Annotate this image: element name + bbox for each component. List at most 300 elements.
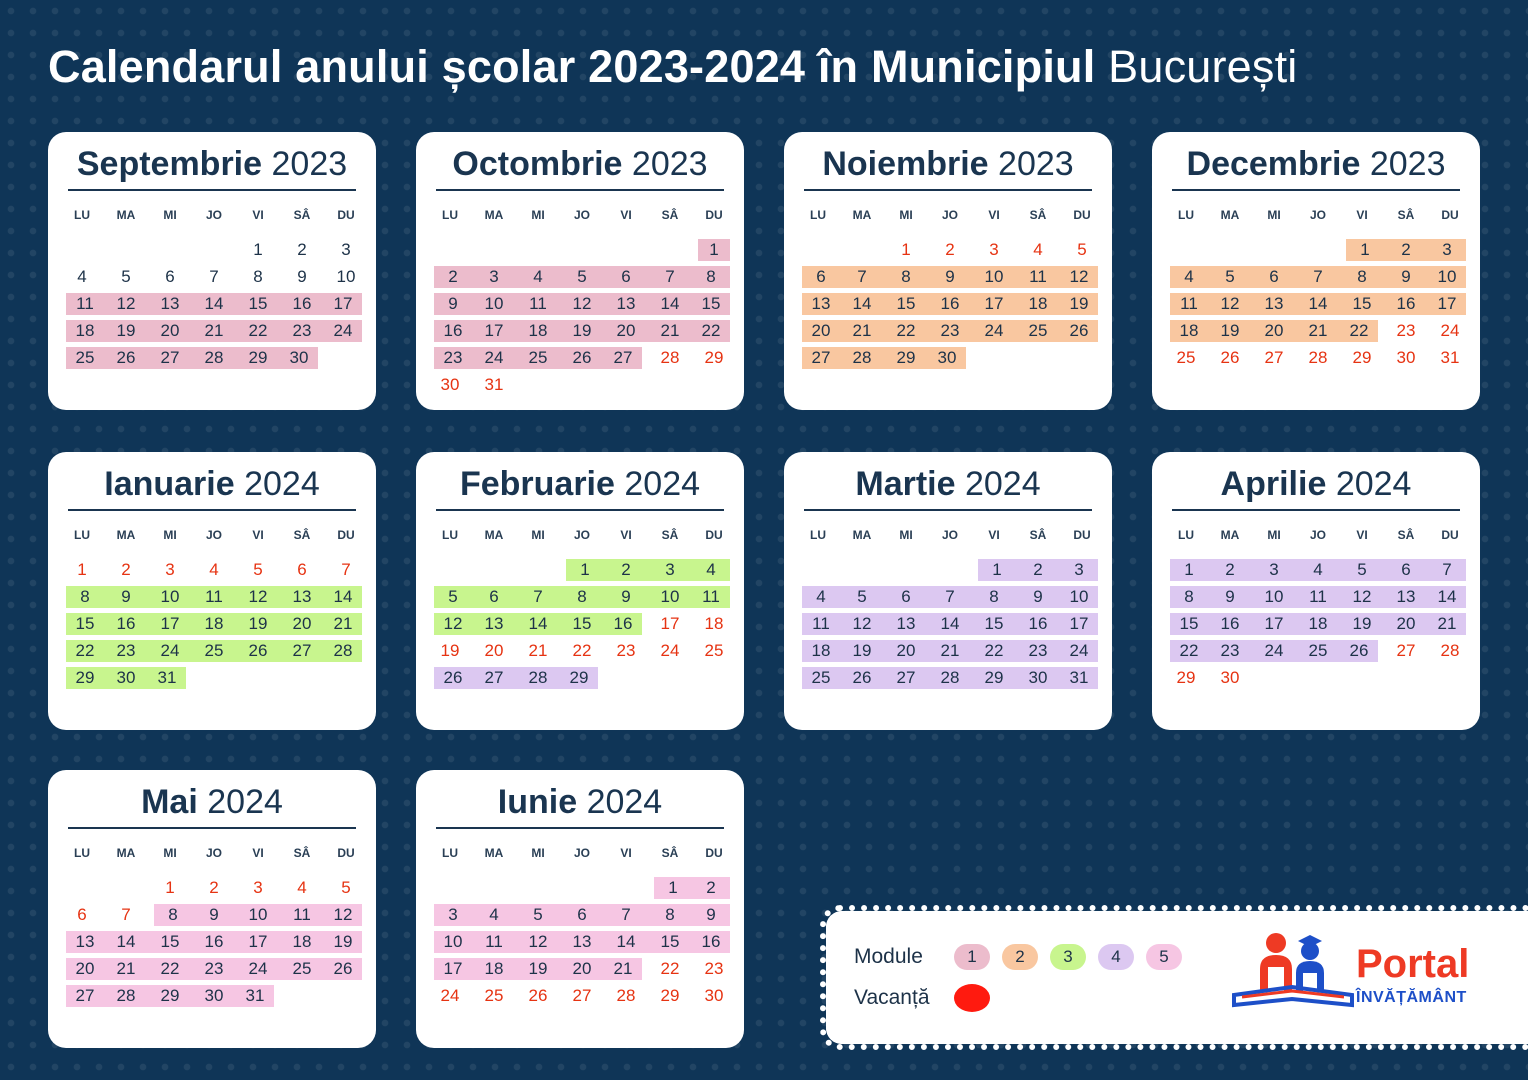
- school-day: 13: [148, 293, 192, 315]
- legend-module-1: 1: [954, 944, 990, 970]
- month-title: [62, 776, 362, 828]
- weekday-label: VI: [1356, 208, 1368, 222]
- school-day: 8: [648, 904, 692, 926]
- school-day: 9: [604, 586, 648, 608]
- vacation-day: 5: [1077, 240, 1087, 259]
- school-day: 13: [280, 586, 324, 608]
- weekday-label: MA: [1220, 528, 1240, 542]
- weekday-label: JO: [205, 208, 222, 222]
- month-name: Noiembrie: [822, 145, 989, 183]
- school-day: 2: [434, 266, 472, 288]
- month-title-divider: [68, 827, 356, 829]
- school-day: 4: [1296, 559, 1340, 581]
- school-day: 31: [236, 985, 274, 1007]
- school-day: 8: [66, 586, 104, 608]
- month-title: [62, 458, 362, 510]
- school-day: 12: [434, 613, 472, 635]
- month-year: 2024: [624, 465, 701, 503]
- school-day: 23: [1208, 640, 1252, 662]
- school-day: 18: [1016, 293, 1060, 315]
- school-day: 20: [280, 613, 324, 635]
- page-title-main: Calendarul anului școlar 2023-2024 în Municipiul: [48, 41, 1096, 92]
- weekday-label: DU: [1441, 208, 1459, 222]
- school-day: 10: [1060, 586, 1098, 608]
- school-day: 12: [1340, 586, 1384, 608]
- school-day: 13: [802, 293, 840, 315]
- vacation-day: 29: [704, 348, 724, 367]
- weekday-label: JO: [941, 528, 958, 542]
- school-day: 24: [972, 320, 1016, 342]
- month-title-divider: [436, 189, 724, 191]
- month-year: 2024: [207, 783, 283, 821]
- school-day: 20: [560, 958, 604, 980]
- school-day: 9: [1208, 586, 1252, 608]
- school-day: 24: [236, 958, 280, 980]
- vacation-day: 6: [77, 905, 87, 924]
- vacation-day: 30: [1220, 668, 1240, 687]
- month-card-februarie: [416, 452, 744, 730]
- school-day: 19: [324, 931, 362, 953]
- school-day: 30: [104, 667, 148, 689]
- school-day: 6: [1384, 559, 1428, 581]
- school-day: 15: [1170, 613, 1208, 635]
- school-day: 16: [1016, 613, 1060, 635]
- vacation-day: 22: [660, 959, 680, 978]
- vacation-day: 2: [945, 240, 955, 259]
- vacation-day: 24: [660, 641, 680, 660]
- school-day: 20: [884, 640, 928, 662]
- school-day: 1: [1170, 559, 1208, 581]
- weekday-label: MA: [852, 528, 872, 542]
- school-day: 9: [692, 904, 730, 926]
- vacation-day: 25: [704, 641, 724, 660]
- vacation-day: 7: [121, 905, 131, 924]
- month-card-aprilie: [1152, 452, 1480, 730]
- vacation-day: 25: [1176, 348, 1196, 367]
- school-day: 22: [148, 958, 192, 980]
- weekday-label: MA: [484, 208, 504, 222]
- weekday-label: JO: [573, 528, 590, 542]
- school-day: 4: [802, 586, 840, 608]
- school-day: 9: [192, 904, 236, 926]
- school-day: 3: [648, 559, 692, 581]
- school-day: 25: [516, 347, 560, 369]
- school-day: 26: [236, 640, 280, 662]
- school-day: 6: [604, 266, 648, 288]
- school-day: 14: [324, 586, 362, 608]
- month-year: 2024: [1335, 465, 1412, 503]
- school-day: 15: [560, 613, 604, 635]
- school-day: 1: [566, 559, 604, 581]
- month-title: [798, 458, 1098, 510]
- school-day: 16: [1208, 613, 1252, 635]
- school-day: 11: [472, 931, 516, 953]
- weekday-label: VI: [988, 208, 1000, 222]
- school-day: 18: [280, 931, 324, 953]
- school-day: 20: [1384, 613, 1428, 635]
- school-day: 5: [516, 904, 560, 926]
- month-title-divider: [1172, 189, 1460, 191]
- school-day: 4: [472, 904, 516, 926]
- school-day: 13: [1384, 586, 1428, 608]
- month-title: [430, 458, 730, 510]
- school-day: 7: [604, 904, 648, 926]
- school-day: 26: [1340, 640, 1378, 662]
- month-title: [62, 138, 362, 190]
- month-name: Aprilie: [1220, 465, 1327, 503]
- school-day: 17: [972, 293, 1016, 315]
- month-title-divider: [68, 509, 356, 511]
- month-card-octombrie: [416, 132, 744, 410]
- school-day: 26: [1060, 320, 1098, 342]
- vacation-day: 1: [901, 240, 911, 259]
- month-name: Mai: [141, 783, 198, 821]
- weekday-label: MI: [1267, 208, 1281, 222]
- calendar-day: 1: [253, 240, 263, 259]
- weekday-label: JO: [205, 846, 222, 860]
- legend-module-4: 4: [1098, 944, 1134, 970]
- weekday-label: SÂ: [293, 208, 311, 222]
- school-day: 30: [928, 347, 966, 369]
- month-title-divider: [436, 509, 724, 511]
- school-day: 21: [104, 958, 148, 980]
- vacation-day: 18: [704, 614, 724, 633]
- school-day: 23: [192, 958, 236, 980]
- weekday-label: LU: [1178, 208, 1194, 222]
- month-card-decembrie: [1152, 132, 1480, 410]
- vacation-day: 3: [165, 560, 175, 579]
- school-day: 10: [648, 586, 692, 608]
- school-day: 19: [104, 320, 148, 342]
- weekday-label: JO: [573, 208, 590, 222]
- school-day: 21: [648, 320, 692, 342]
- school-day: 22: [1340, 320, 1378, 342]
- vacation-day: 23: [616, 641, 636, 660]
- weekday-label: SÂ: [1397, 208, 1415, 222]
- school-day: 30: [192, 985, 236, 1007]
- weekday-label: JO: [1309, 208, 1326, 222]
- school-day: 29: [972, 667, 1016, 689]
- vacation-day: 5: [341, 878, 351, 897]
- page-title: [48, 38, 1298, 96]
- school-day: 22: [236, 320, 280, 342]
- weekday-label: VI: [620, 528, 632, 542]
- school-day: 25: [66, 347, 104, 369]
- month-title-divider: [804, 189, 1092, 191]
- vacation-day: 30: [704, 986, 724, 1005]
- weekday-label: MA: [116, 846, 136, 860]
- school-day: 22: [884, 320, 928, 342]
- school-day: 10: [236, 904, 280, 926]
- weekday-label: LU: [810, 208, 826, 222]
- school-day: 28: [840, 347, 884, 369]
- school-day: 31: [1060, 667, 1098, 689]
- weekday-label: JO: [1309, 528, 1326, 542]
- weekday-label: SÂ: [293, 846, 311, 860]
- school-day: 16: [1384, 293, 1428, 315]
- school-day: 12: [1060, 266, 1098, 288]
- school-day: 5: [434, 586, 472, 608]
- weekday-label: LU: [442, 846, 458, 860]
- weekday-label: VI: [252, 208, 264, 222]
- school-day: 6: [884, 586, 928, 608]
- vacation-day: 27: [1264, 348, 1284, 367]
- school-day: 22: [1170, 640, 1208, 662]
- school-day: 6: [802, 266, 840, 288]
- school-day: 19: [1060, 293, 1098, 315]
- school-day: 9: [434, 293, 472, 315]
- month-title: [1166, 458, 1466, 510]
- school-day: 3: [1428, 239, 1466, 261]
- school-day: 4: [516, 266, 560, 288]
- vacation-day: 24: [1440, 321, 1460, 340]
- legend-module-2: 2: [1002, 944, 1038, 970]
- weekday-label: MA: [1220, 208, 1240, 222]
- school-day: 11: [1296, 586, 1340, 608]
- school-day: 3: [1060, 559, 1098, 581]
- vacation-day: 23: [704, 959, 724, 978]
- school-day: 9: [928, 266, 972, 288]
- page-title-city: București: [1108, 41, 1298, 92]
- school-day: 21: [1428, 613, 1466, 635]
- school-day: 13: [604, 293, 648, 315]
- school-day: 14: [928, 613, 972, 635]
- school-day: 14: [192, 293, 236, 315]
- legend-module-3: 3: [1050, 944, 1086, 970]
- weekday-label: MI: [163, 208, 177, 222]
- school-day: 5: [840, 586, 884, 608]
- school-day: 15: [236, 293, 280, 315]
- school-day: 21: [928, 640, 972, 662]
- school-day: 5: [1208, 266, 1252, 288]
- school-day: 27: [884, 667, 928, 689]
- school-day: 30: [280, 347, 318, 369]
- vacation-day: 2: [121, 560, 131, 579]
- weekday-label: MA: [484, 528, 504, 542]
- weekday-label: VI: [252, 846, 264, 860]
- weekday-label: MI: [899, 208, 913, 222]
- school-day: 20: [1252, 320, 1296, 342]
- school-day: 11: [1016, 266, 1060, 288]
- month-title: [1166, 138, 1466, 190]
- school-day: 17: [434, 958, 472, 980]
- school-day: 11: [66, 293, 104, 315]
- vacation-day: 29: [1176, 668, 1196, 687]
- weekday-label: VI: [620, 208, 632, 222]
- weekday-label: MA: [484, 846, 504, 860]
- school-day: 25: [280, 958, 324, 980]
- school-day: 5: [1340, 559, 1384, 581]
- school-day: 29: [66, 667, 104, 689]
- school-day: 15: [692, 293, 730, 315]
- school-day: 7: [928, 586, 972, 608]
- school-day: 17: [472, 320, 516, 342]
- weekday-label: MI: [531, 846, 545, 860]
- school-day: 4: [692, 559, 730, 581]
- school-day: 14: [1428, 586, 1466, 608]
- school-day: 28: [928, 667, 972, 689]
- vacation-day: 17: [660, 614, 680, 633]
- school-day: 26: [324, 958, 362, 980]
- month-card-noiembrie: [784, 132, 1112, 410]
- school-day: 17: [236, 931, 280, 953]
- school-day: 18: [802, 640, 840, 662]
- vacation-day: 30: [440, 375, 460, 394]
- month-name: Ianuarie: [104, 465, 235, 503]
- school-day: 16: [192, 931, 236, 953]
- school-day: 28: [192, 347, 236, 369]
- school-day: 18: [66, 320, 104, 342]
- month-name: Septembrie: [76, 145, 263, 183]
- school-day: 2: [1384, 239, 1428, 261]
- weekday-label: LU: [810, 528, 826, 542]
- school-day: 15: [884, 293, 928, 315]
- school-day: 10: [148, 586, 192, 608]
- weekday-label: DU: [337, 528, 355, 542]
- month-card-ianuarie: [48, 452, 376, 730]
- weekday-label: SÂ: [661, 208, 679, 222]
- school-day: 16: [434, 320, 472, 342]
- school-day: 8: [884, 266, 928, 288]
- legend-vacation-dot: [954, 984, 990, 1012]
- calendar-day: 5: [121, 267, 131, 286]
- portal-logo-icon: [1232, 931, 1356, 1021]
- school-day: 8: [1340, 266, 1384, 288]
- calendar-day: 9: [297, 267, 307, 286]
- vacation-day: 24: [440, 986, 460, 1005]
- weekday-label: DU: [1441, 528, 1459, 542]
- month-card-iunie: [416, 770, 744, 1048]
- school-day: 16: [104, 613, 148, 635]
- school-day: 21: [1296, 320, 1340, 342]
- school-day: 27: [604, 347, 642, 369]
- school-day: 17: [148, 613, 192, 635]
- school-day: 8: [692, 266, 730, 288]
- school-day: 10: [1428, 266, 1466, 288]
- school-day: 3: [434, 904, 472, 926]
- school-day: 23: [928, 320, 972, 342]
- weekday-label: VI: [1356, 528, 1368, 542]
- school-day: 11: [692, 586, 730, 608]
- month-title: [430, 776, 730, 828]
- vacation-day: 31: [484, 375, 504, 394]
- school-day: 20: [604, 320, 648, 342]
- vacation-day: 28: [1440, 641, 1460, 660]
- vacation-day: 26: [1220, 348, 1240, 367]
- school-day: 14: [1296, 293, 1340, 315]
- school-day: 10: [972, 266, 1016, 288]
- weekday-label: DU: [705, 528, 723, 542]
- calendar-day: 7: [209, 267, 219, 286]
- school-day: 11: [1170, 293, 1208, 315]
- school-day: 6: [472, 586, 516, 608]
- month-name: Martie: [855, 465, 956, 503]
- school-day: 2: [604, 559, 648, 581]
- school-day: 26: [560, 347, 604, 369]
- school-day: 12: [324, 904, 362, 926]
- portal-logo-subtitle: ÎNVĂȚĂMÂNT: [1356, 989, 1467, 1006]
- school-day: 13: [66, 931, 104, 953]
- school-day: 24: [472, 347, 516, 369]
- calendar-day: 8: [253, 267, 263, 286]
- vacation-day: 25: [484, 986, 504, 1005]
- school-day: 9: [1384, 266, 1428, 288]
- weekday-label: DU: [1073, 208, 1091, 222]
- vacation-day: 29: [660, 986, 680, 1005]
- school-day: 25: [192, 640, 236, 662]
- weekday-label: DU: [1073, 528, 1091, 542]
- school-day: 9: [104, 586, 148, 608]
- school-day: 29: [560, 667, 598, 689]
- school-day: 28: [104, 985, 148, 1007]
- weekday-label: DU: [337, 846, 355, 860]
- month-year: 2024: [964, 465, 1041, 503]
- month-card-septembrie: [48, 132, 376, 410]
- vacation-day: 3: [253, 878, 263, 897]
- school-day: 24: [1252, 640, 1296, 662]
- month-name: Februarie: [459, 465, 615, 503]
- school-day: 14: [648, 293, 692, 315]
- vacation-day: 7: [341, 560, 351, 579]
- school-day: 18: [1170, 320, 1208, 342]
- school-day: 22: [692, 320, 730, 342]
- vacation-day: 29: [1352, 348, 1372, 367]
- school-day: 15: [648, 931, 692, 953]
- school-day: 8: [1170, 586, 1208, 608]
- school-day: 14: [604, 931, 648, 953]
- school-day: 1: [698, 239, 730, 261]
- school-day: 12: [840, 613, 884, 635]
- school-day: 4: [1170, 266, 1208, 288]
- school-day: 24: [324, 320, 362, 342]
- school-day: 19: [236, 613, 280, 635]
- weekday-label: MI: [531, 528, 545, 542]
- school-day: 20: [66, 958, 104, 980]
- vacation-day: 2: [209, 878, 219, 897]
- weekday-label: MI: [1267, 528, 1281, 542]
- school-day: 17: [324, 293, 362, 315]
- school-day: 12: [236, 586, 280, 608]
- school-day: 16: [604, 613, 642, 635]
- vacation-day: 5: [253, 560, 263, 579]
- school-day: 21: [324, 613, 362, 635]
- school-day: 18: [472, 958, 516, 980]
- school-day: 19: [840, 640, 884, 662]
- month-year: 2024: [586, 783, 663, 821]
- vacation-day: 6: [297, 560, 307, 579]
- school-day: 18: [1296, 613, 1340, 635]
- school-day: 22: [972, 640, 1016, 662]
- month-year: 2024: [244, 465, 320, 503]
- school-day: 16: [692, 931, 730, 953]
- weekday-label: LU: [442, 528, 458, 542]
- vacation-day: 4: [297, 878, 307, 897]
- weekday-label: LU: [442, 208, 458, 222]
- school-day: 3: [1252, 559, 1296, 581]
- weekday-label: LU: [74, 846, 90, 860]
- school-day: 21: [840, 320, 884, 342]
- school-day: 25: [1296, 640, 1340, 662]
- month-name: Decembrie: [1186, 145, 1361, 183]
- weekday-label: MA: [852, 208, 872, 222]
- school-day: 1: [978, 559, 1016, 581]
- school-day: 29: [148, 985, 192, 1007]
- school-day: 16: [928, 293, 972, 315]
- school-day: 30: [1016, 667, 1060, 689]
- school-day: 1: [654, 877, 692, 899]
- school-day: 5: [560, 266, 604, 288]
- school-day: 10: [472, 293, 516, 315]
